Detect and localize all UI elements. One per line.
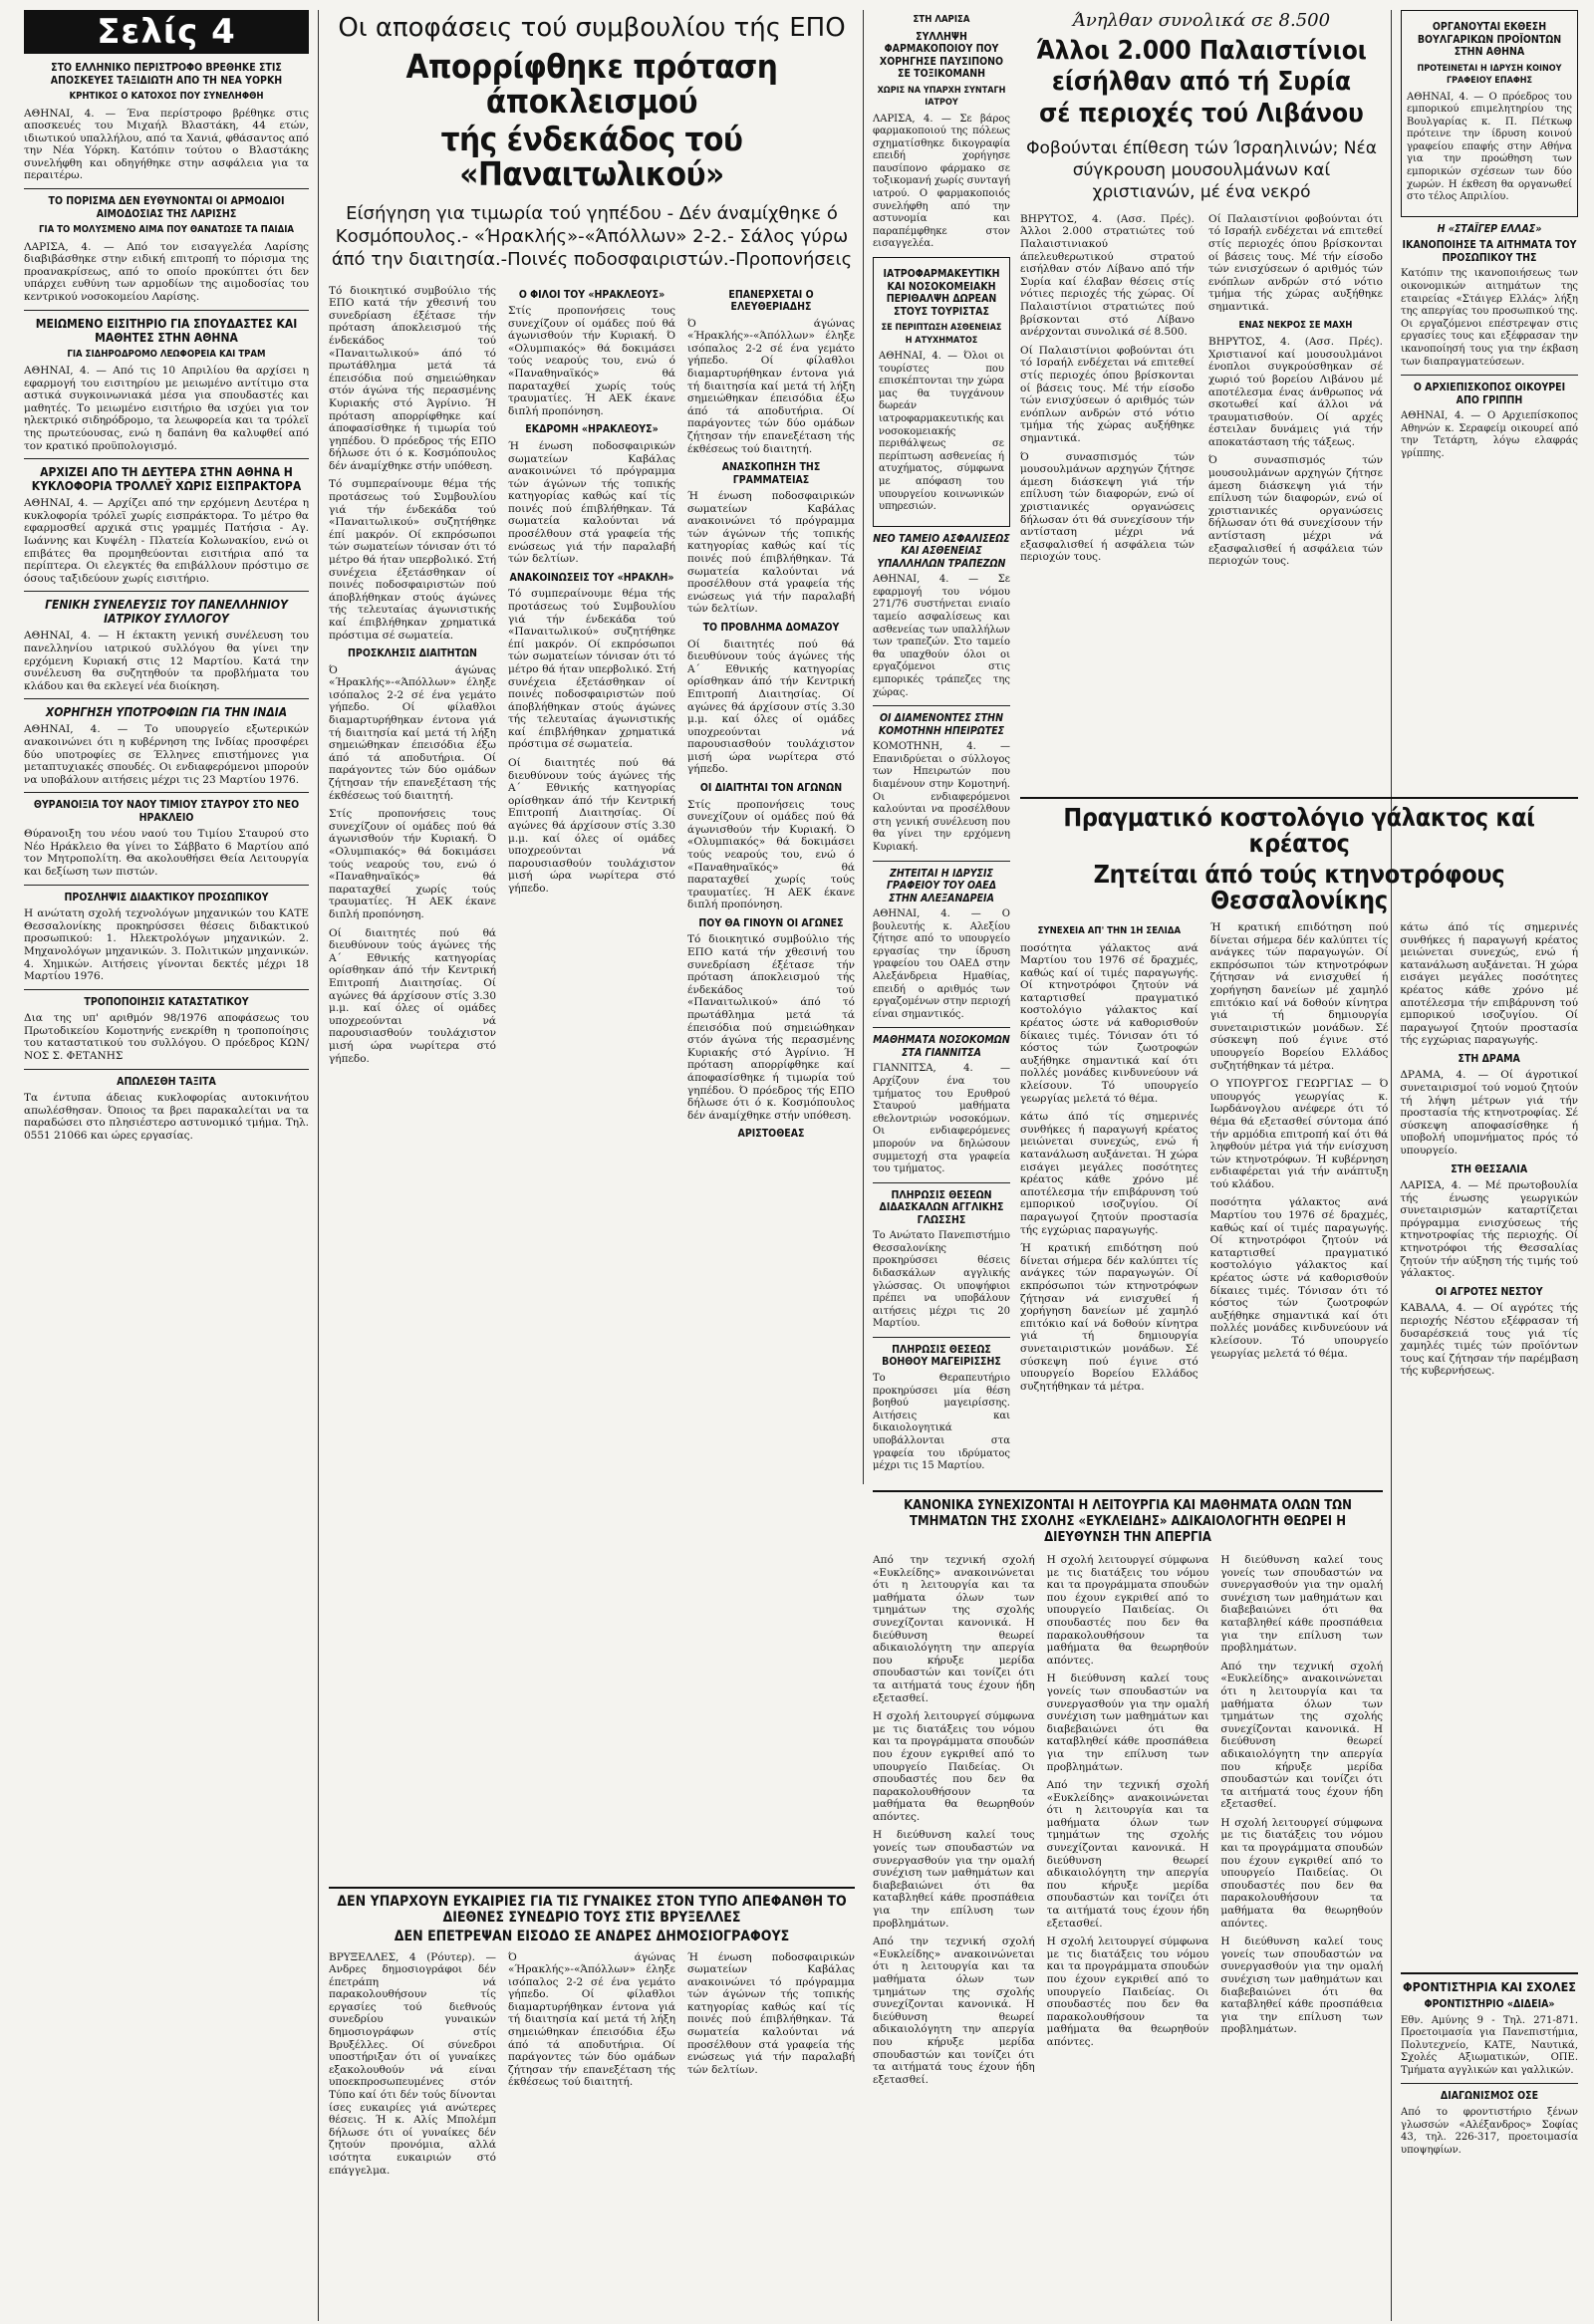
story-subheadline: ΣΤΗ ΔΡΑΜΑ: [1458, 1052, 1520, 1065]
story-body: Οί Παλαιστίνιοι φοβούνται ότι τό Ισραήλ ενδέχεται νά επιτεθεί στίς περιοχές όπου βρίσκονται οί βάσεις τους. Μέ τήν είσοδο τών ενισχύσεων ό αριθμός τών ενόπλων ανδρών στό νότιο τμήμα τής χώρας αυξήθηκε σημαντικά.: [1208, 212, 1383, 314]
divider: [24, 792, 309, 793]
story-body: ΑΘΗΝΑΙ, 4. — Η έκτακτη γενική συνέλευση του πανελληνίου ιατρικού συλλόγου θα γίνει την ερχόμενη Κυριακή στις 12 Μαρτίου. Κατά την συνέλευση θα συζητηθούν τα προβλήματα του κλάδου και θα εκλεγεί νέα διοίκηση.: [24, 630, 309, 692]
story-body: ΒΗΡΥΤΟΣ, 4. (Ασσ. Πρές). Χριστιανοί καί μουσουλμάνοι ένοπλοι συγκρούσθηκαν σέ χωριό τού βορείου Λιβάνου μέ αποτέλεσμα ένας άνθρωπος νά σκοτωθεί καί άλλοι νά τραυματισθούν. Οί αρχές έστειλαν δυνάμεις γιά τήν αποκατάσταση τής τάξεως.: [1208, 336, 1383, 448]
story-body: Οί διαιτητές πού θά διευθύνουν τούς άγώνες τής Α΄ Εθνικής κατηγορίας ορίσθηκαν άπό τήν Κεντρική Επιτροπή Διαιτησίας. Οί αγώνες θά άρχίσουν στίς 3.30 μ.μ. καί όλες οί ομάδες υποχρεούνται νά παρουσιασθούν τουλάχιστον μισή ώρα νωρίτερα στό γήπεδο.: [508, 757, 675, 895]
divider: [873, 1490, 1383, 1492]
boxed-story: [873, 257, 1010, 527]
story-body: Στίς προπονήσεις τους συνεχίζουν οί ομάδες πού θά άγωνισθούν τήν Κυριακή. Ό «Ολυμπιακός» θά δοκιμάσει τούς νεαρούς του, ενώ ό «Παναθηναϊκός» θά παραταχθεί χωρίς τούς τραυματίες. Ή ΑΕΚ έκανε διπλή προπόνηση.: [687, 798, 855, 911]
story-headline-line-2: είσήλθαν από τή Συρία: [1051, 67, 1352, 98]
story-body: Η διεύθυνση καλεί τους γονείς των σπουδαστών να συνεργασθούν για την ομαλή συνέχιση των μαθημάτων και διαβεβαιώνει ότι θα καταβληθεί κάθε προσπάθεια για την επίλυση των προβλημάτων.: [1220, 1936, 1383, 2036]
story-body: ΔΡΑΜΑ, 4. — Οί άγροτικοί συνεταιρισμοί τού νομού ζητούν τή λήψη μέτρων γιά τήν προστασία τής κτηνοτροφίας. Σέ σύσκεψη αποφασίσθηκε ή υποβολή υπομνήματος πρός τό υπουργείο.: [1400, 1069, 1578, 1157]
lebanon-story: [1020, 10, 1383, 797]
banner-headline-line-2: Ζητείται άπό τούς κτηνοτρόφους Θεσσαλονίκης: [1093, 859, 1505, 914]
story-subheadline: ΓΙΑ ΤΟ ΜΟΛΥΣΜΕΝΟ ΑΙΜΑ ΠΟΥ ΘΑΝΑΤΩΣΕ ΤΑ ΠΑΙΔΙΑ: [38, 224, 295, 236]
story-body: Ή ένωση ποδοσφαιρικών σωματείων Καβάλας ανακοινώνει τό πρόγραμμα τών άγώνων τής τοπικής κατηγορίας καθώς καί τίς ποινές πού έπιβλήθηκαν. Τά σωματεία καλούνται νά προσέλθουν στά γραφεία τής ενώσεως γιά τήν παραλαβή τών δελτίων.: [508, 439, 675, 566]
story-body: Τό διοικητικό συμβούλιο τής ΕΠΟ κατά τήν χθεσινή του συνεδρίαση έξέτασε τήν πρόταση άποκλεισμού τής ένδεκάδος τού «Παναιτωλικού» άπό τό πρωτάθλημα μετά τά έπεισόδια πού σημειώθηκαν στόν άγώνα τής περασμένης Κυριακής στό Άγρίνιο. Ή πρόταση απορρίφθηκε καί άποφασίσθηκε ή τιμωρία τού γηπέδου. Ό πρόεδρος τής ΕΠΟ δήλωσε ότι ό κ. Κοσμόπουλος δέν άναμίχθηκε στήν υπόθεση.: [329, 284, 496, 472]
story-headline: ΣΥΛΛΗΨΗ ΦΑΡΜΑΚΟΠΟΙΟΥ ΠΟΥ ΧΟΡΗΓΗΣΕ ΠΑΥΣΙΠΟΝΟ ΣΕ ΤΟΞΙΚΟΜΑΝΗ: [879, 30, 1004, 80]
story-body: ποσότητα γάλακτος ανά Μαρτίου του 1976 σέ δραχμές, καθώς καί οί τιμές παραγωγής. Οί κτηνοτρόφοι ζητούν νά καταρτισθεί πραγματικό κοστολόγιο γάλακτος καί κρέατος ώστε νά καθορισθούν δίκαιες τιμές. Τόνισαν ότι τό κόστος τών ζωοτροφών αυξήθηκε σημαντικά καί ότι πολλές μονάδες κινδυνεύουν νά κλείσουν. Τό υπουργείο γεωργίας μελετά τό θέμα.: [1209, 1196, 1389, 1360]
page-brand: Σελίς 4: [24, 10, 309, 54]
story-body: Από την τεχνική σχολή «Ευκλείδης» ανακοινώνεται ότι η λειτουργία και τα μαθήματα όλων των τμημάτων της σχολής συνεχίζονται κανονικά. Η διεύθυνση θεωρεί αδικαιολόγητη την απεργία που κήρυξε μερίδα σπουδαστών και τονίζει ότι τα αιτήματά τους έχουν ήδη εξετασθεί.: [1220, 1660, 1383, 1811]
divider: [24, 591, 309, 592]
story-subheadline: ΣΤΗ ΘΕΣΣΑΛΙΑ: [1451, 1162, 1528, 1175]
story-headline: ΠΛΗΡΩΣΙΣ ΘΕΣΕΩΣ ΒΟΗΘΟΥ ΜΑΓΕΙΡΙΣΣΗΣ: [882, 1343, 1001, 1369]
story-body: Το Ανώτατο Πανεπιστήμιο Θεσσαλονίκης προκηρύσσει θέσεις διδασκάλων αγγλικής γλώσσας. Οι υποψήφιοι πρέπει να υποβάλουν αιτήσεις μέχρι τις 20 Μαρτίου.: [873, 1230, 1010, 1330]
story-body: κάτω άπό τίς σημερινές συνθήκες ή παραγωγή κρέατος μειώνεται συνεχώς, ενώ ή κατανάλωση αυξάνεται. Ή χώρα εισάγει μεγάλες ποσότητες κρέατος κάθε χρόνο μέ αποτέλεσμα τήν επιβάρυνση τού εμπορικού ισοζυγίου. Οί παραγωγοί ζητούν προστασία τής εγχώριας παραγωγής.: [1400, 921, 1578, 1047]
briefs-column: [873, 10, 1010, 1474]
boxed-story: [1401, 10, 1578, 217]
story-body: Τα έντυπα άδειας κυκλοφορίας αυτοκινήτου απωλέσθησαν. Όποιος τα βρει παρακαλείται να τα παραδώσει στο πλησιέστερο αστυνομικό τμήμα. Τηλ. 0551 21066 και ώρες εργασίας.: [24, 1092, 309, 1142]
story-headline: ΟΙ ΔΙΑΜΕΝΟΝΤΕΣ ΣΤΗΝ ΚΟΜΟΤΗΝΗ ΗΠΕΙΡΩΤΕΣ: [878, 712, 1005, 737]
divider: [24, 458, 309, 459]
story-body: κάτω άπό τίς σημερινές συνθήκες ή παραγωγή κρέατος μειώνεται συνεχώς, ενώ ή κατανάλωση αυξάνεται. Ή χώρα εισάγει μεγάλες ποσότητες κρέατος κάθε χρόνο μέ αποτέλεσμα τήν επιβάρυνση τού εμπορικού ισοζυγίου. Οί παραγωγοί ζητούν προστασία τής εγχώριας παραγωγής.: [1020, 1111, 1198, 1236]
story-body: Τό συμπεραίνουμε θέμα τής προτάσεως τού Συμβουλίου γιά τήν ένδεκάδα τού «Παναιτωλικού» συζητήθηκε έπί μακρόν. Οί εκπρόσωποι τών σωματείων τόνισαν ότι τό μέτρο θά ήταν υπερβολικό. Στή συνέχεια έξετάσθηκαν οί ποινές ποδοσφαιριστών πού άποβλήθηκαν στούς άγώνες τής τελευταίας άγωνιστικής καί έπιβλήθηκαν χρηματικά πρόστιμα σέ σωματεία.: [329, 478, 496, 642]
story-headline: ΜΑΘΗΜΑΤΑ ΝΟΣΟΚΟΜΩΝ ΣΤΑ ΓΙΑΝΝΙΤΣΑ: [873, 1034, 1010, 1059]
story-subheadline: ΠΡΟΤΕΙΝΕΤΑΙ Η ΙΔΡΥΣΗ ΚΟΙΝΟΥ ΓΡΑΦΕΙΟΥ ΕΠΑΦΗΣ: [1417, 63, 1562, 86]
story-kicker: Άνηλθαν συνολικά σε 8.500: [1072, 10, 1331, 31]
story-body: Η σχολή λειτουργεί σύμφωνα με τις διατάξεις του νόμου και τα προγράμματα σπουδών που έχουν εγκριθεί από το υπουργείο Παιδείας. Οι σπουδαστές που δεν θα παρακολουθήσουν τα μαθήματα θα θεωρηθούν απόντες.: [1220, 1816, 1383, 1930]
story-body: ΒΡΥΞΕΛΛΕΣ, 4 (Ρόυτερ). — Ανδρες δημοσιογράφοι δέν έπετράπη νά παρακολουθήσουν τίς εργασίες τού διεθνούς συνεδρίου γυναικών δημοσιογράφων στίς Βρυξέλλες. Οί σύνεδροι υποστήριξαν ότι οί γυναίκες εξακολουθούν νά είναι υποεκπροσωπευμένες στόν Τύπο καί ότι δέν τούς δίνονται ίσες ευκαιρίες γιά ανώτερες θέσεις. Ή κ. Αλίς Μπολέμπ δήλωσε ότι οί γυναίκες δέν ζητούν προνόμια, αλλά ισότητα ευκαιριών στό επάγγελμα.: [329, 1950, 496, 2177]
story-body: Η διεύθυνση καλεί τους γονείς των σπουδαστών να συνεργασθούν για την ομαλή συνέχιση των μαθημάτων και διαβεβαιώνει ότι θα καταβληθεί κάθε προσπάθεια για την επίλυση των προβλημάτων.: [1046, 1673, 1209, 1773]
story-subheadline: ΟΙ ΑΓΡΟΤΕΣ ΝΕΣΤΟΥ: [1435, 1285, 1543, 1298]
continued-note: ΣΥΝΕΧΕΙΑ ΑΠ' ΤΗΝ 1Η ΣΕΛΙΔΑ: [1037, 925, 1182, 936]
lead-deck: Είσήγηση για τιμωρία τού γηπέδου - Δέν άναμίχθηκε ό Κοσμόπουλος.- «Ήρακλής»-«Άπόλλων» 2-2.- Σάλος γύρω άπό την διαιτησία.-Ποινές ποδοσφαιριστών.-Προπονήσεις: [331, 202, 853, 270]
story-body: ΑΘΗΝΑΙ, 4. — Ο Αρχιεπίσκοπος Αθηνών κ. Σεραφείμ οικουρεί από την Τετάρτη, λόγω ελαφράς γρίππης.: [1401, 410, 1578, 459]
divider: [24, 1069, 309, 1070]
divider: [24, 188, 309, 189]
ad-body: Εθν. Αμύνης 9 - Τηλ. 271-871. Προετοιμασία για Πανεπιστήμια, Πολυτεχνείο, ΚΑΤΕ, Ναυτικά, Σχολές Αξιωματικών, ΟΠΕ. Τμήματα αγγλικών και γαλλικών.: [1401, 2014, 1578, 2076]
story-headline: ΧΟΡΗΓΗΣΗ ΥΠΟΤΡΟΦΙΩΝ ΓΙΑ ΤΗΝ ΙΝΔΙΑ: [45, 705, 288, 720]
story-subheadline: ΑΝΑΚΟΙΝΩΣΕΙΣ ΤΟΥ «ΗΡΑΚΛΗ»: [509, 571, 674, 584]
story-headline: ΑΠΩΛΕΣΘΗ ΤΑΞΙΤΑ: [117, 1075, 216, 1088]
story-body: Η διεύθυνση καλεί τους γονείς των σπουδαστών να συνεργασθούν για την ομαλή συνέχιση των μαθημάτων και διαβεβαιώνει ότι θα καταβληθεί κάθε προσπάθεια για την επίλυση των προβλημάτων.: [873, 1829, 1035, 1930]
left-column: [24, 10, 309, 2317]
ad-body: Από το φροντιστήριο ξένων γλωσσών «Αλέξανδρος» Σοφίας 43, τηλ. 226-317, προετοιμασία υποψηφίων.: [1401, 2106, 1578, 2156]
story-body: Ό συνασπισμός τών μουσουλμάνων αρχηγών ζήτησε άμεση διάσκεψη γιά τήν επίλυση τών διαφορών, ενώ οί χριστιανικές οργανώσεις δήλωσαν ότι θά συνεχίσουν τήν αντίσταση μέχρι νά εξασφαλισθεί ή ασφάλεια τών περιοχών τους.: [1208, 454, 1383, 568]
story-body: Η ανώτατη σχολή τεχνολόγων μηχανικών του ΚΑΤΕ Θεσσαλονίκης προκηρύσσει θέσεις διδακτικού προσωπικού: 1. Ηλεκτρολόγων μηχανικών. 2. Μηχανολόγων μηχανικών. 3. Πολιτικών μηχανικών. 4. Χημικών. Αιτήσεις γίνονται δεκτές μέχρι 18 Μαρτίου 1976.: [24, 907, 309, 983]
divider: [873, 1182, 1010, 1183]
section-headline: Οι αποφάσεις τού συμβουλίου τής ΕΠΟ: [338, 13, 846, 43]
story-body: Οί Παλαιστίνιοι φοβούνται ότι τό Ισραήλ ενδέχεται νά επιτεθεί στίς περιοχές όπου βρίσκονται οί βάσεις τους. Μέ τήν είσοδο τών ενισχύσεων ό αριθμός τών ενόπλων ανδρών στό νότιο τμήμα τής χώρας αυξήθηκε σημαντικά.: [1020, 344, 1195, 444]
divider: [24, 989, 309, 990]
story-headline: ΙΚΑΝΟΠΟΙΗΣΕ ΤΑ ΑΙΤΗΜΑΤΑ ΤΟΥ ΠΡΟΣΩΠΙΚΟΥ ΤΗΣ: [1402, 239, 1577, 264]
divider: [24, 885, 309, 886]
story-body: ΛΑΡΙΣΑ, 4. — Σε βάρος φαρμακοποιού της πόλεως σχηματίσθηκε δικογραφία επειδή χορήγησε παυσίπονο φάρμακο σε τοξικομανή χωρίς συνταγή ιατρού. Ο φαρμακοποιός συνελήφθη από την αστυνομία και παραπέμφθηκε στον εισαγγελέα.: [873, 113, 1010, 250]
story-body: ΑΘΗΝΑΙ, 4. — Ο πρόεδρος του εμπορικού επιμελητηρίου της Βουλγαρίας κ. Π. Πέτκωφ πρότεινε την ίδρυση κοινού γραφείου επαφής στην Αθήνα για την προώθηση των εμπορικών σχέσεων των δύο χωρών. Η έκθεση θα οργανωθεί στο τέλος Απριλίου.: [1407, 91, 1572, 203]
story-headline: ΑΡΧΙΖΕΙ ΑΠΟ ΤΗ ΔΕΥΤΕΡΑ ΣΤΗΝ ΑΘΗΝΑ Η ΚΥΚΛΟΦΟΡΙΑ ΤΡΟΛΛΕΫ ΧΩΡΙΣ ΕΙΣΠΡΑΚΤΟΡΑ: [31, 465, 302, 494]
divider: [24, 310, 309, 311]
ad-name: ΦΡΟΝΤΙΣΤΗΡΙΟ «ΔΙΔΕΙΑ»: [1424, 1998, 1555, 2010]
story-subheadline: ΓΙΑ ΣΙΔΗΡΟΔΡΟΜΟ ΛΕΩΦΟΡΕΙΑ ΚΑΙ ΤΡΑΜ: [67, 348, 266, 360]
story-body: Ό άγώνας «Ήρακλής»-«Άπόλλων» έληξε ισόπαλος 2-2 σέ ένα γεμάτο γήπεδο. Οί φίλαθλοι διαμαρτυρήθηκαν έντονα γιά τή διαιτησία καί μετά τή λήξη σημειώθηκαν έπεισόδια έξω άπό τά αποδυτήρια. Οί παράγοντες τών δύο ομάδων ζήτησαν τήν επανεξέταση τής έκθέσεως τού διαιτητή.: [329, 663, 496, 802]
story-body: Ή κρατική επιδότηση πού δίνεται σήμερα δέν καλύπτει τίς ανάγκες τών παραγωγών. Οί εκπρόσωποι τών κτηνοτρόφων ζήτησαν νά ενισχυθεί ή χορήγηση δανείων μέ χαμηλό επιτόκιο καί νά δοθούν κίνητρα γιά τή δημιουργία συνεταιριστικών μονάδων. Σέ σύσκεψη πού έγινε στό υπουργείο Βορείου Ελλάδος συζητήθηκαν τά μέτρα.: [1209, 921, 1389, 1072]
story-body: ΑΘΗΝΑΙ, 4. — Ο βουλευτής κ. Αλεξίου ζήτησε από το υπουργείο εργασίας την ίδρυση γραφείου του ΟΑΕΔ στην Αλεξάνδρεια Ημαθίας, επειδή ο αριθμός των εργαζομένων στην περιοχή είναι σημαντικός.: [873, 908, 1010, 1020]
school-story: [873, 1490, 1383, 2317]
story-body: ΑΘΗΝΑΙ, 4. — Σε εφαρμογή του νόμου 271/76 συστήνεται ενιαίο ταμείο ασφαλίσεως και ασθενείας των υπαλλήλων των τραπεζών. Στο ταμείο θα υπαχθούν όλοι οι εργαζόμενοι στις εμπορικές τράπεζες της χώρας.: [873, 574, 1010, 698]
divider: [329, 1887, 855, 1889]
story-body: Ή ένωση ποδοσφαιρικών σωματείων Καβάλας ανακοινώνει τό πρόγραμμα τών άγώνων τής τοπικής κατηγορίας καθώς καί τίς ποινές πού έπιβλήθηκαν. Τά σωματεία καλούνται νά προσέλθουν στά γραφεία τής ενώσεως γιά τήν παραλαβή τών δελτίων.: [687, 1950, 855, 2076]
story-headline: Ο ΑΡΧΙΕΠΙΣΚΟΠΟΣ ΟΙΚΟΥΡΕΙ ΑΠΟ ΓΡΙΠΠΗ: [1413, 382, 1566, 406]
milk-meat-story: [1020, 797, 1578, 1484]
story-headline: ΟΡΓΑΝΟΥΤΑΙ ΕΚΘΕΣΗ ΒΟΥΛΓΑΡΙΚΩΝ ΠΡΟΪΟΝΤΩΝ ΣΤΗΝ ΑΘΗΝΑ: [1417, 21, 1562, 58]
story-deck: Φοβούνται έπίθεση τών Ίσραηλινών; Νέα σύγκρουση μουσουλμάνων καί χριστιανών, μέ ένα νεκρό: [1026, 137, 1377, 202]
story-body: ΚΟΜΟΤΗΝΗ, 4. — Επανιδρύεται ο σύλλογος των Ηπειρωτών που διαμένουν στην Κομοτηνή. Οι ενδιαφερόμενοι καλούνται να προσέλθουν στη γενική συνέλευση που θα γίνει την ερχόμενη Κυριακή.: [873, 741, 1010, 853]
story-body: ΒΗΡΥΤΟΣ, 4. (Ασσ. Πρές). Άλλοι 2.000 στρατιώτες τού Παλαιστινιακού άπελευθερωτικού στρατού εισήλθαν στόν Λίβανο από τήν Συρία καί έλαβαν θέσεις στίς νότιες περιοχές τής χώρας. Οί Παλαιστίνιοι στρατιώτες πού βρίσκονται στό Λίβανο ανέρχονται συνολικά σέ 8.500.: [1020, 212, 1195, 339]
story-subheadline: ΠΡΟΣΚΛΗΣΙΣ ΔΙΑΙΤΗΤΩΝ: [348, 647, 477, 660]
story-subheadline: ΠΟΥ ΘΑ ΓΙΝΟΥΝ ΟΙ ΑΓΩΝΕΣ: [698, 916, 844, 929]
story-body: Κατόπιν της ικανοποιήσεως των οικονομικών αιτημάτων της εταιρείας «Στάιγερ Ελλάς» λήξη της απεργίας του προσωπικού της. Οι εργαζόμενοι επέστρεψαν στις εργασίες τους και εξέφρασαν την ικανοποίησή τους για την έκβαση των διαπραγματεύσεων.: [1401, 268, 1578, 368]
story-body: Η σχολή λειτουργεί σύμφωνα με τις διατάξεις του νόμου και τα προγράμματα σπουδών που έχουν εγκριθεί από το υπουργείο Παιδείας. Οι σπουδαστές που δεν θα παρακολουθήσουν τα μαθήματα θα θεωρηθούν απόντες.: [1046, 1554, 1209, 1667]
story-body: Η διεύθυνση καλεί τους γονείς των σπουδαστών να συνεργασθούν για την ομαλή συνέχιση των μαθημάτων και διαβεβαιώνει ότι θα καταβληθεί κάθε προσπάθεια για την επίλυση των προβλημάτων.: [1220, 1554, 1383, 1655]
story-body: Τό διοικητικό συμβούλιο τής ΕΠΟ κατά τήν χθεσινή του συνεδρίαση έξέτασε τήν πρόταση άποκλεισμού τής ένδεκάδος τού «Παναιτωλικού» άπό τό πρωτάθλημα μετά τά έπεισόδια πού σημειώθηκαν στόν άγώνα τής περασμένης Κυριακής στό Άγρίνιο. Ή πρόταση απορρίφθηκε καί άποφασίσθηκε ή τιμωρία τού γηπέδου. Ό πρόεδρος τής ΕΠΟ δήλωσε ότι ό κ. Κοσμόπουλος δέν άναμίχθηκε στήν υπόθεση.: [687, 933, 855, 1122]
story-headline: ΤΡΟΠΟΠΟΙΗΣΙΣ ΚΑΤΑΣΤΑΤΙΚΟΥ: [84, 995, 249, 1008]
story-subheadline: ΕΠΑΝΕΡΧΕΤΑΙ Ο ΕΛΕΥΘΕΡΙΑΔΗΣ: [728, 288, 814, 314]
ad-section-heading: ΦΡΟΝΤΙΣΤΗΡΙΑ ΚΑΙ ΣΧΟΛΕΣ: [1403, 1979, 1576, 1994]
story-body: ΓΙΑΝΝΙΤΣΑ, 4. — Αρχίζουν ένα του τμήματος του Ερυθρού Σταυρού μαθήματα εθελοντριών νοσοκόμων. Οι ενδιαφερόμενες μπορούν να δηλώσουν συμμετοχή στα γραφεία του τμήματος.: [873, 1063, 1010, 1175]
divider: [873, 861, 1010, 862]
divider: [1401, 1972, 1578, 1974]
story-headline-line-1: Άλλοι 2.000 Παλαιστίνιοι: [1036, 36, 1367, 66]
story-body: Η σχολή λειτουργεί σύμφωνα με τις διατάξεις του νόμου και τα προγράμματα σπουδών που έχουν εγκριθεί από το υπουργείο Παιδείας. Οι σπουδαστές που δεν θα παρακολουθήσουν τα μαθήματα θα θεωρηθούν απόντες.: [1046, 1936, 1209, 2048]
story-body: ΚΑΒΑΛΑ, 4. — Οί αγρότες τής περιοχής Νέστου εξέφρασαν τή δυσαρέσκειά τους γιά τίς χαμηλές τιμές τών προϊόντων τους καί ζήτησαν τήν παρέμβαση τής κυβερνήσεως.: [1400, 1302, 1578, 1378]
story-subheadline: ΣΕ ΠΕΡΙΠΤΩΣΗ ΑΣΘΕΝΕΙΑΣ Η ΑΤΥΧΗΜΑΤΟΣ: [881, 323, 1002, 346]
story-body: Ό άγώνας «Ήρακλής»-«Άπόλλων» έληξε ισόπαλος 2-2 σέ ένα γεμάτο γήπεδο. Οί φίλαθλοι διαμαρτυρήθηκαν έντονα γιά τή διαιτησία καί μετά τή λήξη σημειώθηκαν έπεισόδια έξω άπό τά αποδυτήρια. Οί παράγοντες τών δύο ομάδων ζήτησαν τήν επανεξέταση τής έκθέσεως τού διαιτητή.: [508, 1950, 675, 2089]
right-column: [1401, 10, 1578, 787]
story-headline: ΤΟ ΠΟΡΙΣΜΑ ΔΕΝ ΕΥΘΥΝΟΝΤΑΙ ΟΙ ΑΡΜΟΔΙΟΙ ΑΙΜΟΔΟΣΙΑΣ ΤΗΣ ΛΑΡΙΣΗΣ: [48, 195, 285, 220]
story-subheadline: ΑΝΑΣΚΟΠΗΣΗ ΤΗΣ ΓΡΑΜΜΑΤΕΙΑΣ: [721, 461, 821, 486]
story-subheadline: ΔΕΝ ΕΠΕΤΡΕΨΑΝ ΕΙΣΟΔΟ ΣΕ ΑΝΔΡΕΣ ΔΗΜΟΣΙΟΓΡΑΦΟΥΣ: [394, 1929, 790, 1944]
story-body: Από την τεχνική σχολή «Ευκλείδης» ανακοινώνεται ότι η λειτουργία και τα μαθήματα όλων των τμημάτων της σχολής συνεχίζονται κανονικά. Η διεύθυνση θεωρεί αδικαιολόγητη την απεργία που κήρυξε μερίδα σπουδαστών και τονίζει ότι τα αιτήματά τους έχουν ήδη εξετασθεί.: [873, 1554, 1035, 1704]
story-body: ΛΑΡΙΣΑ, 4. — Μέ πρωτοβουλία τής ένωσης γεωργικών συνεταιρισμών καταρτίζεται πρόγραμμα ενισχύσεως τής κτηνοτροφίας τής περιοχής. Οί κτηνοτρόφοι τής Θεσσαλίας ζητούν τήν αύξηση τής τιμής τού γάλακτος.: [1400, 1179, 1578, 1280]
story-headline: ΣΤΟ ΕΛΛΗΝΙΚΟ ΠΕΡΙΣΤΡΟΦΟ ΒΡΕΘΗΚΕ ΣΤΙΣ ΑΠΟΣΚΕΥΕΣ ΤΑΞΙΔΙΩΤΗ ΑΠΟ ΤΗ ΝΕΑ ΥΟΡΚΗ: [50, 62, 283, 87]
divider: [873, 705, 1010, 706]
story-body: Η σχολή λειτουργεί σύμφωνα με τις διατάξεις του νόμου και τα προγράμματα σπουδών που έχουν εγκριθεί από το υπουργείο Παιδείας. Οι σπουδαστές που δεν θα παρακολουθήσουν τα μαθήματα θα θεωρηθούν απόντες.: [873, 1710, 1035, 1823]
story-body: ΑΘΗΝΑΙ, 4. — Ένα περίστροφο βρέθηκε στις αποσκευές του Μιχαήλ Βλαστάκη, 44 ετών, ιδιωτικού υπαλλήλου, από τα Χανιά, φθάσαντος από την Νέα Υόρκη. Κατόπιν τούτου ο Βλαστάκης συνελήφθη και οδηγήθηκε στην ασφάλεια για τα περαιτέρω.: [24, 107, 309, 182]
story-body: Ό συνασπισμός τών μουσουλμάνων αρχηγών ζήτησε άμεση διάσκεψη γιά τήν επίλυση τών διαφορών, ενώ οί χριστιανικές οργανώσεις δήλωσαν ότι θά συνεχίσουν τήν αντίσταση μέχρι νά εξασφαλισθεί ή ασφάλεια τών περιοχών τους.: [1020, 450, 1195, 564]
story-headline: ΠΛΗΡΩΣΙΣ ΘΕΣΕΩΝ ΔΙΔΑΣΚΑΛΩΝ ΑΓΓΛΙΚΗΣ ΓΛΩΣΣΗΣ: [879, 1188, 1004, 1226]
story-subheadline: Ο ΦΙΛΟΙ ΤΟΥ «ΗΡΑΚΛΕΟΥΣ»: [518, 288, 665, 301]
story-body: Από την τεχνική σχολή «Ευκλείδης» ανακοινώνεται ότι η λειτουργία και τα μαθήματα όλων των τμημάτων της σχολής συνεχίζονται κανονικά. Η διεύθυνση θεωρεί αδικαιολόγητη την απεργία που κήρυξε μερίδα σπουδαστών και τονίζει ότι τα αιτήματά τους έχουν ήδη εξετασθεί.: [1046, 1779, 1209, 1930]
story-body: Ή κρατική επιδότηση πού δίνεται σήμερα δέν καλύπτει τίς ανάγκες τών παραγωγών. Οί εκπρόσωποι τών κτηνοτρόφων ζήτησαν νά ενισχυθεί ή χορήγηση δανείων μέ χαμηλό επιτόκιο καί νά δοθούν κίνητρα γιά τή δημιουργία συνεταιριστικών μονάδων. Σέ σύσκεψη πού έγινε στό υπουργείο Βορείου Ελλάδος συζητήθηκαν τά μέτρα.: [1020, 1242, 1198, 1393]
column-rule: [318, 10, 319, 2321]
story-body: ΑΘΗΝΑΙ, 4. — Όλοι οι τουρίστες που επισκέπτονται την χώρα μας θα τυγχάνουν δωρεάν ιατροφαρμακευτικής και νοσοκομειακής περιθάλψεως σε περίπτωση ασθενείας ή ατυχήματος, σύμφωνα με απόφαση του υπουργείου κοινωνικών υπηρεσιών.: [879, 351, 1004, 513]
story-body: ΑΘΗΝΑΙ, 4. — Αρχίζει από την ερχόμενη Δευτέρα η κυκλοφορία τρόλεϊ χωρίς εισπράκτορα. Το μέτρο θα εφαρμοσθεί αρχικά στις γραμμές Πατήσια - Αγ. Ιωάννης και Κυψέλη - Πλατεία Κολωνακίου, ενώ οι επιβάτες θα προμηθεύονται εισιτήρια από τα περίπτερα. Οι ελεγκτές θα επιβάλλουν πρόστιμο σε όσους ταξιδεύουν χωρίς εισιτήριο.: [24, 497, 309, 585]
story-body: Στίς προπονήσεις τους συνεχίζουν οί ομάδες πού θά άγωνισθούν τήν Κυριακή. Ό «Ολυμπιακός» θά δοκιμάσει τούς νεαρούς του, ενώ ό «Παναθηναϊκός» θά παραταχθεί χωρίς τούς τραυματίες. Ή ΑΕΚ έκανε διπλή προπόνηση.: [329, 808, 496, 920]
story-body: Ο ΥΠΟΥΡΓΟΣ ΓΕΩΡΓΙΑΣ — Ό υπουργός γεωργίας κ. Ιωρδάνογλου ανέφερε ότι τό θέμα θά εξετασθεί σύντομα άπό τήν αρμόδια επιτροπή καί ότι θά ληφθούν μέτρα γιά τήν ενίσχυση τών κτηνοτρόφων. Ή κυβέρνηση ενδιαφέρεται γιά τήν ανάπτυξη τού κλάδου.: [1209, 1078, 1389, 1190]
story-subheadline: ΕΝΑΣ ΝΕΚΡΟΣ ΣΕ ΜΑΧΗ: [1238, 319, 1353, 331]
story-headline: ΘΥΡΑΝΟΙΞΙΑ ΤΟΥ ΝΑΟΥ ΤΙΜΙΟΥ ΣΤΑΥΡΟΥ ΣΤΟ ΝΕΟ ΗΡΑΚΛΕΙΟ: [33, 799, 300, 824]
banner-headline-line-2: τής ένδεκάδος τού «Παναιτωλικού»: [440, 120, 743, 193]
story-body: ΑΘΗΝΑΙ, 4. — Από τις 10 Απριλίου θα αρχίσει η εφαρμογή του εισιτηρίου με μειωμένο αντίτιμο στα αστικά συγκοινωνιακά μέσα για σπουδαστές και μαθητές. Το μειωμένο εισιτήριο θα ισχύει για τον ηλεκτρικό σιδηρόδρομο, τα λεωφορεία και τα τρόλεϊ της πρωτεύουσας, ενώ η δαπάνη θα καλυφθεί από τον κρατικό προϋπολογισμό.: [24, 365, 309, 452]
column-rule: [863, 10, 864, 1484]
story-body: Ή ένωση ποδοσφαιρικών σωματείων Καβάλας ανακοινώνει τό πρόγραμμα τών άγώνων τής τοπικής κατηγορίας καθώς καί τίς ποινές πού έπιβλήθηκαν. Τά σωματεία καλούνται νά προσέλθουν στά γραφεία τής ενώσεως γιά τήν παραλαβή τών δελτίων.: [687, 490, 855, 616]
story-subheadline: ΚΡΗΤΙΚΟΣ Ο ΚΑΤΟΧΟΣ ΠΟΥ ΣΥΝΕΛΗΦΘΗ: [69, 91, 264, 102]
story-headline: ΙΑΤΡΟΦΑΡΜΑΚΕΥΤΙΚΗ ΚΑΙ ΝΟΣΟΚΟΜΕΙΑΚΗ ΠΕΡΙΘΑΛΨΗ ΔΩΡΕΑΝ ΣΤΟΥΣ ΤΟΥΡΙΣΤΑΣ: [883, 268, 1000, 318]
story-body: Οί διαιτητές πού θά διευθύνουν τούς άγώνες τής Α΄ Εθνικής κατηγορίας ορίσθηκαν άπό τήν Κεντρική Επιτροπή Διαιτησίας. Οί αγώνες θά άρχίσουν στίς 3.30 μ.μ. καί όλες οί ομάδες υποχρεούνται νά παρουσιασθούν τουλάχιστον μισή ώρα νωρίτερα στό γήπεδο.: [687, 638, 855, 776]
story-headline-line-3: σέ περιοχές τού Λιβάνου: [1039, 98, 1364, 129]
divider: [1401, 375, 1578, 376]
story-headline: ΔΕΝ ΥΠΑΡΧΟΥΝ ΕΥΚΑΙΡΙΕΣ ΓΙΑ ΤΙΣ ΓΥΝΑΙΚΕΣ ΣΤΟΝ ΤΥΠΟ ΑΠΕΦΑΝΘΗ ΤΟ ΔΙΕΘΝΕΣ ΣΥΝΕΔΡΙΟ ΤΟΥΣ ΣΤΙΣ ΒΡΥΞΕΛΛΕΣ: [337, 1894, 847, 1926]
story-body: Δια της υπ' αριθμόν 98/1976 αποφάσεως του Πρωτοδικείου Κομοτηνής ενεκρίθη η τροποποίησις του καταστατικού του συλλόγου. Ο πρόεδρος ΚΩΝ/ΝΟΣ Σ. ΦΕΤΑΝΗΣ: [24, 1012, 309, 1062]
story-kicker: ΣΤΗ ΛΑΡΙΣΑ: [913, 14, 970, 25]
story-body: Το Θεραπευτήριο προκηρύσσει μία θέση βοηθού μαγειρίσσης. Αιτήσεις και δικαιολογητικά υποβάλλονται στα γραφεία του ιδρύματος μέχρι τις 15 Μαρτίου.: [873, 1372, 1010, 1472]
story-body: Ό άγώνας «Ήρακλής»-«Άπόλλων» έληξε ισόπαλος 2-2 σέ ένα γεμάτο γήπεδο. Οί φίλαθλοι διαμαρτυρήθηκαν έντονα γιά τή διαιτησία καί μετά τή λήξη σημειώθηκαν έπεισόδια έξω άπό τά αποδυτήρια. Οί παράγοντες τών δύο ομάδων ζήτησαν τήν επανεξέταση τής έκθέσεως τού διαιτητή.: [687, 317, 855, 455]
story-body: ΑΘΗΝΑΙ, 4. — Το υπουργείο εξωτερικών ανακοινώνει ότι η κυβέρνηση της Ινδίας προσφέρει δύο υποτροφίες σε Έλληνες επιστήμονες για μεταπτυχιακές σπουδές. Οι ενδιαφερόμενοι μπορούν να υποβάλουν αιτήσεις μέχρι τις 23 Μαρτίου 1976.: [24, 723, 309, 786]
story-body: Από την τεχνική σχολή «Ευκλείδης» ανακοινώνεται ότι η λειτουργία και τα μαθήματα όλων των τμημάτων της σχολής συνεχίζονται κανονικά. Η διεύθυνση θεωρεί αδικαιολόγητη την απεργία που κήρυξε μερίδα σπουδαστών και τονίζει ότι τα αιτήματά τους έχουν ήδη εξετασθεί.: [873, 1936, 1035, 2086]
divider: [1020, 797, 1578, 799]
story-headline: ΝΕΟ ΤΑΜΕΙΟ ΑΣΦΑΛΙΣΕΩΣ ΚΑΙ ΑΣΘΕΝΕΙΑΣ ΥΠΑΛΛΗΛΩΝ ΤΡΑΠΕΖΩΝ: [873, 532, 1010, 570]
story-body: Θύρανοιξη του νέου ναού του Τιμίου Σταυρού στο Νέο Ηράκλειο θα γίνει το Σάββατο 6 Μαρτίου από τον Μητροπολίτη. Θα ακολουθήσει Θεία Λειτουργία και δεξίωση των πιστών.: [24, 828, 309, 879]
story-body: Οί διαιτητές πού θά διευθύνουν τούς άγώνες τής Α΄ Εθνικής κατηγορίας ορίσθηκαν άπό τήν Κεντρική Επιτροπή Διαιτησίας. Οί αγώνες θά άρχίσουν στίς 3.30 μ.μ. καί όλες οί ομάδες υποχρεούνται νά παρουσιασθούν τουλάχιστον μισή ώρα νωρίτερα στό γήπεδο.: [329, 926, 496, 1065]
story-headline: ΠΡΟΣΛΗΨΙΣ ΔΙΔΑΚΤΙΚΟΥ ΠΡΟΣΩΠΙΚΟΥ: [64, 891, 269, 904]
story-body: Στίς προπονήσεις τους συνεχίζουν οί ομάδες πού θά άγωνισθούν τήν Κυριακή. Ό «Ολυμπιακός» θά δοκιμάσει τούς νεαρούς του, ενώ ό «Παναθηναϊκός» θά παραταχθεί χωρίς τούς τραυματίες. Ή ΑΕΚ έκανε διπλή προπόνηση.: [508, 305, 675, 417]
banner-headline-line-1: Πραγματικό κοστολόγιο γάλακτος καί κρέατος: [1063, 803, 1535, 859]
story-body: Τό συμπεραίνουμε θέμα τής προτάσεως τού Συμβουλίου γιά τήν ένδεκάδα τού «Παναιτωλικού» συζητήθηκε έπί μακρόν. Οί εκπρόσωποι τών σωματείων τόνισαν ότι τό μέτρο θά ήταν υπερβολικό. Στή συνέχεια έξετάσθηκαν οί ποινές ποδοσφαιριστών πού άποβλήθηκαν στούς άγώνες τής τελευταίας άγωνιστικής καί έπιβλήθηκαν χρηματικά πρόστιμα σέ σωματεία.: [508, 588, 675, 751]
story-body: ποσότητα γάλακτος ανά Μαρτίου του 1976 σέ δραχμές, καθώς καί οί τιμές παραγωγής. Οί κτηνοτρόφοι ζητούν νά καταρτισθεί πραγματικό κοστολόγιο γάλακτος καί κρέατος ώστε νά καθορισθούν δίκαιες τιμές. Τόνισαν ότι τό κόστος τών ζωοτροφών αυξήθηκε σημαντικά καί ότι πολλές μονάδες κινδυνεύουν νά κλείσουν. Τό υπουργείο γεωργίας μελετά τό θέμα.: [1020, 941, 1198, 1105]
divider: [873, 1337, 1010, 1338]
ads-block: [1401, 1972, 1578, 2311]
divider: [873, 1027, 1010, 1028]
story-headline: ΚΑΝΟΝΙΚΑ ΣΥΝΕΧΙΖΟΝΤΑΙ Η ΛΕΙΤΟΥΡΓΙΑ ΚΑΙ ΜΑΘΗΜΑΤΑ ΟΛΩΝ ΤΩΝ ΤΜΗΜΑΤΩΝ ΤΗΣ ΣΧΟΛΗΣ «ΕΥΚΛΕΙΔΗΣ» ΑΔΙΚΑΙΟΛΟΓΗΤΗ ΘΕΩΡΕΙ Η ΔΙΕΥΘΥΝΣΗ ΤΗΝ ΑΠΕΡΓΙΑ: [904, 1498, 1352, 1545]
story-headline: ΜΕΙΩΜΕΝΟ ΕΙΣΙΤΗΡΙΟ ΓΙΑ ΣΠΟΥΔΑΣΤΕΣ ΚΑΙ ΜΑΘΗΤΕΣ ΣΤΗΝ ΑΘΗΝΑ: [35, 316, 298, 345]
story-headline: ΖΗΤΕΙΤΑΙ Η ΙΔΡΥΣΙΣ ΓΡΑΦΕΙΟΥ ΤΟΥ ΟΑΕΔ ΣΤΗΝ ΑΛΕΞΑΝΔΡΕΙΑ: [886, 867, 997, 904]
sports-column: [329, 10, 855, 2317]
story-subheadline: ΤΟ ΠΡΟΒΛΗΜΑ ΔΟΜΑΖΟΥ: [702, 622, 840, 635]
story-body: ΛΑΡΙΣΑ, 4. — Από τον εισαγγελέα Λαρίσης διαβιβάσθηκε στην ειδική επιτροπή το πόρισμα της προανακρίσεως, από το οποίο προκύπτει ότι δεν υπάρχει ευθύνη των αρμοδίων της αιμοδοσίας του κεντρικού νοσοκομείου Λαρίσης.: [24, 240, 309, 303]
story-headline: ΓΕΝΙΚΗ ΣΥΝΕΛΕΥΣΙΣ ΤΟΥ ΠΑΝΕΛΛΗΝΙΟΥ ΙΑΤΡΙΚΟΥ ΣΥΛΛΟΓΟΥ: [45, 598, 288, 627]
divider: [24, 698, 309, 699]
story-subheadline: ΟΙ ΔΙΑΙΤΗΤΑΙ ΤΟΝ ΑΓΩΝΩΝ: [699, 782, 843, 795]
ad-name: ΔΙΑΓΩΝΙΣΜΟΣ ΟΣΕ: [1440, 2090, 1539, 2103]
story-kicker: Η «ΣΤΑΪΓΕΡ ΕΛΛΑΣ»: [1437, 222, 1542, 235]
banner-headline-line-1: Απορρίφθηκε πρόταση άποκλεισμού: [405, 47, 778, 121]
divider: [1401, 2083, 1578, 2084]
story-subheadline: ΕΚΔΡΟΜΗ «ΗΡΑΚΛΕΟΥΣ»: [525, 423, 659, 436]
story-subheadline: ΧΩΡΙΣ ΝΑ ΥΠΑΡΧΗ ΣΥΝΤΑΓΗ ΙΑΤΡΟΥ: [877, 85, 1006, 108]
story-subheadline: ΑΡΙΣΤΟΘΕΑΣ: [737, 1128, 805, 1141]
